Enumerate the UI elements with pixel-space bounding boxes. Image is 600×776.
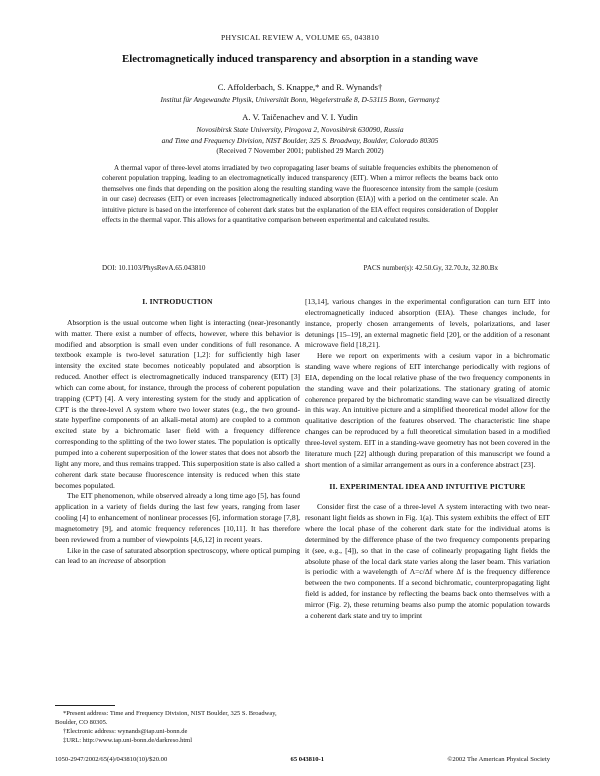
doi[interactable]: DOI: 10.1103/PhysRevA.65.043810	[102, 264, 206, 272]
footnote-url[interactable]: ‡URL: http://www.iap.uni-bonn.de/darkreso.html	[63, 737, 193, 744]
intro-paragraph-3-start: Like in the case of saturated absorption spectroscopy, where optical pumping can lead to an	[55, 545, 300, 566]
page-footer	[55, 756, 550, 763]
intro-paragraph-3-continued: [13,14], various changes in the experimental configuration can turn EIT into electromagnetically induced absorption (EIA). These changes include, for instance, properly chosen arrangements of levels, polarizations, and laser detunings [15–19], an external magnetic field [20], or the addition of a resonant microwave field [18,21].	[305, 297, 550, 350]
affiliation-1: Institut für Angewandte Physik, Universität Bonn, Wegelerstraße 8, D-53115 Bonn, Germany‡	[160, 95, 440, 104]
intro-paragraph-4: Here we report on experiments with a cesium vapor in a bichromatic standing wave where regions of EIT interchange periodically with regions of EIA, depending on the local relative phase of the two frequency components in the standing wave and their polarizations. The stationary grating of atomic coherence prepared by the bichromatic standing wave can be visualized directly in this way. An intuitive picture and a simplified theoretical model allow for the qualitative description of the features observed. The characteristic line shape changes can be reproduced by a full theoretical simulation based in a modified three-level system. EIT in a standing-wave geometry has not been covered in the literature much [22] although during preparation of this manuscript we found a short mention of a similar arrangement as ours in a conference abstract [23].	[305, 351, 550, 469]
footer-page-number: 65 043810-1	[290, 756, 325, 763]
section-heading-introduction: I. INTRODUCTION	[142, 297, 213, 306]
section-2-paragraph-1: Consider first the case of a three-level Λ system interacting with two near-resonant light fields as shown in Fig. 1(a). This system exhibits the effect of EIT where the local phase of the coherent dark state for the individual atoms is determined by the difference phase of the two frequency components preparing it (see, e.g., [4]), so that in the case of colinearly propagating light fields the absolute phase of the local dark state varies along the laser beam. This variation is periodic with a wavelength of Λ=c/Δf where Δf is the frequency difference between the two components. If a second bichromatic, counterpropagating light field is added, for instance by reflecting the beams back onto themselves with a mirror (Fig. 2), these returning beams also pump the atomic population towards a coherent dark state and try to imprint	[305, 502, 550, 620]
intro-paragraph-2: The EIT phenomenon, while observed already a long time ago [5], has found application in a variety of fields during the last few years, ranging from laser cooling [4] to enhancement of nonlinear processes [6], information storage [7,8], magnetometry [9], and atomic frequency references [10,11]. It has therefore been reviewed from a number of viewpoints [4,6,12] in recent years.	[55, 491, 300, 544]
footnotes	[55, 705, 300, 745]
pacs-numbers: PACS number(s): 42.50.Gy, 32.70.Jz, 32.80.Bx	[363, 264, 498, 272]
intro-paragraph-3	[55, 546, 300, 568]
running-head: PHYSICAL REVIEW A, VOLUME 65, 043810	[220, 33, 380, 42]
footnote-rule	[55, 705, 115, 706]
footnote-email[interactable]: †Electronic address: wynands@iap.uni-bonn.de	[63, 728, 188, 735]
left-column	[55, 297, 300, 567]
right-column	[305, 297, 550, 622]
footnote-present-address: *Present address: Time and Frequency Division, NIST Boulder, 325 S. Broadway, Boulder, CO 80305.	[55, 710, 277, 726]
intro-paragraph-3-end: of absorption	[123, 556, 166, 566]
author-list-1: C. Affolderbach, S. Knappe,* and R. Wynands†	[217, 82, 383, 92]
section-heading-experimental-idea: II. EXPERIMENTAL IDEA AND INTUITIVE PICTURE	[329, 481, 526, 491]
doi-pacs-line	[102, 264, 498, 272]
intro-paragraph-3-emphasis: increase	[98, 556, 124, 566]
author-list-2: A. V. Taičenachev and V. I. Yudin	[242, 112, 358, 122]
affiliation-2a: Novosibirsk State University, Pirogova 2, Novosibirsk 630090, Russia	[196, 125, 404, 134]
received-dates: (Received 7 November 2001; published 29 March 2002)	[216, 146, 384, 155]
intro-paragraph-1: Absorption is the usual outcome when light is interacting (near-)resonantly with matter. There exist a number of effects, however, where this behavior is modified and absorption is small even under conditions of full resonance. A textbook example is two-level saturation [1,2]: for sufficiently high laser intensity the excited state becomes noticeably populated and absorption is reduced. Another effect is electromagnetically induced transparency (EIT) [3] which can come about, for instance, through the process of coherent population trapping (CPT) [4]. A very interesting system for the study and application of CPT is the three-level Λ system where two lower states (e.g., the two ground-state hyperfine components of an alkali-metal atom) are coupled to a common excited state by a bichromatic laser field with a frequency difference corresponding to the splitting of the two lower states. The population is optically pumped into a coherent superposition of the lower states that does not absorb the light any more, and thus remains trapped. This superposition state is also called a coherent dark state because fluorescence intensity is reduced when this state becomes populated.	[55, 317, 300, 490]
footer-copyright: ©2002 The American Physical Society	[447, 756, 550, 763]
paper-title: Electromagnetically induced transparency and absorption in a standing wave	[122, 53, 478, 65]
footer-issn: 1050-2947/2002/65(4)/043810(10)/$20.00	[55, 756, 168, 763]
affiliation-2b: and Time and Frequency Division, NIST Boulder, 325 S. Broadway, Boulder, Colorado 80305	[161, 136, 439, 145]
abstract: A thermal vapor of three-level atoms irradiated by two copropagating laser beams of suitable frequencies exhibits the phenomenon of coherent population trapping, leading to an electromagnetically induced transparency (EIT). When a mirror reflects the beams back onto themselves one finds that depending on the position along the resulting standing wave the fluorescence intensity from the sample (cesium in our case) decreases (EIT) or even increases [electromagnetically induced absorption (EIA)] with a period on the centimeter scale. An intuitive picture is based on the interference of coherent dark states but the explanation of the EIA effect requires consideration of Doppler effects in the thermal vapor. This allows for a quantitative comparison between experimental and calculated results.	[102, 164, 498, 225]
